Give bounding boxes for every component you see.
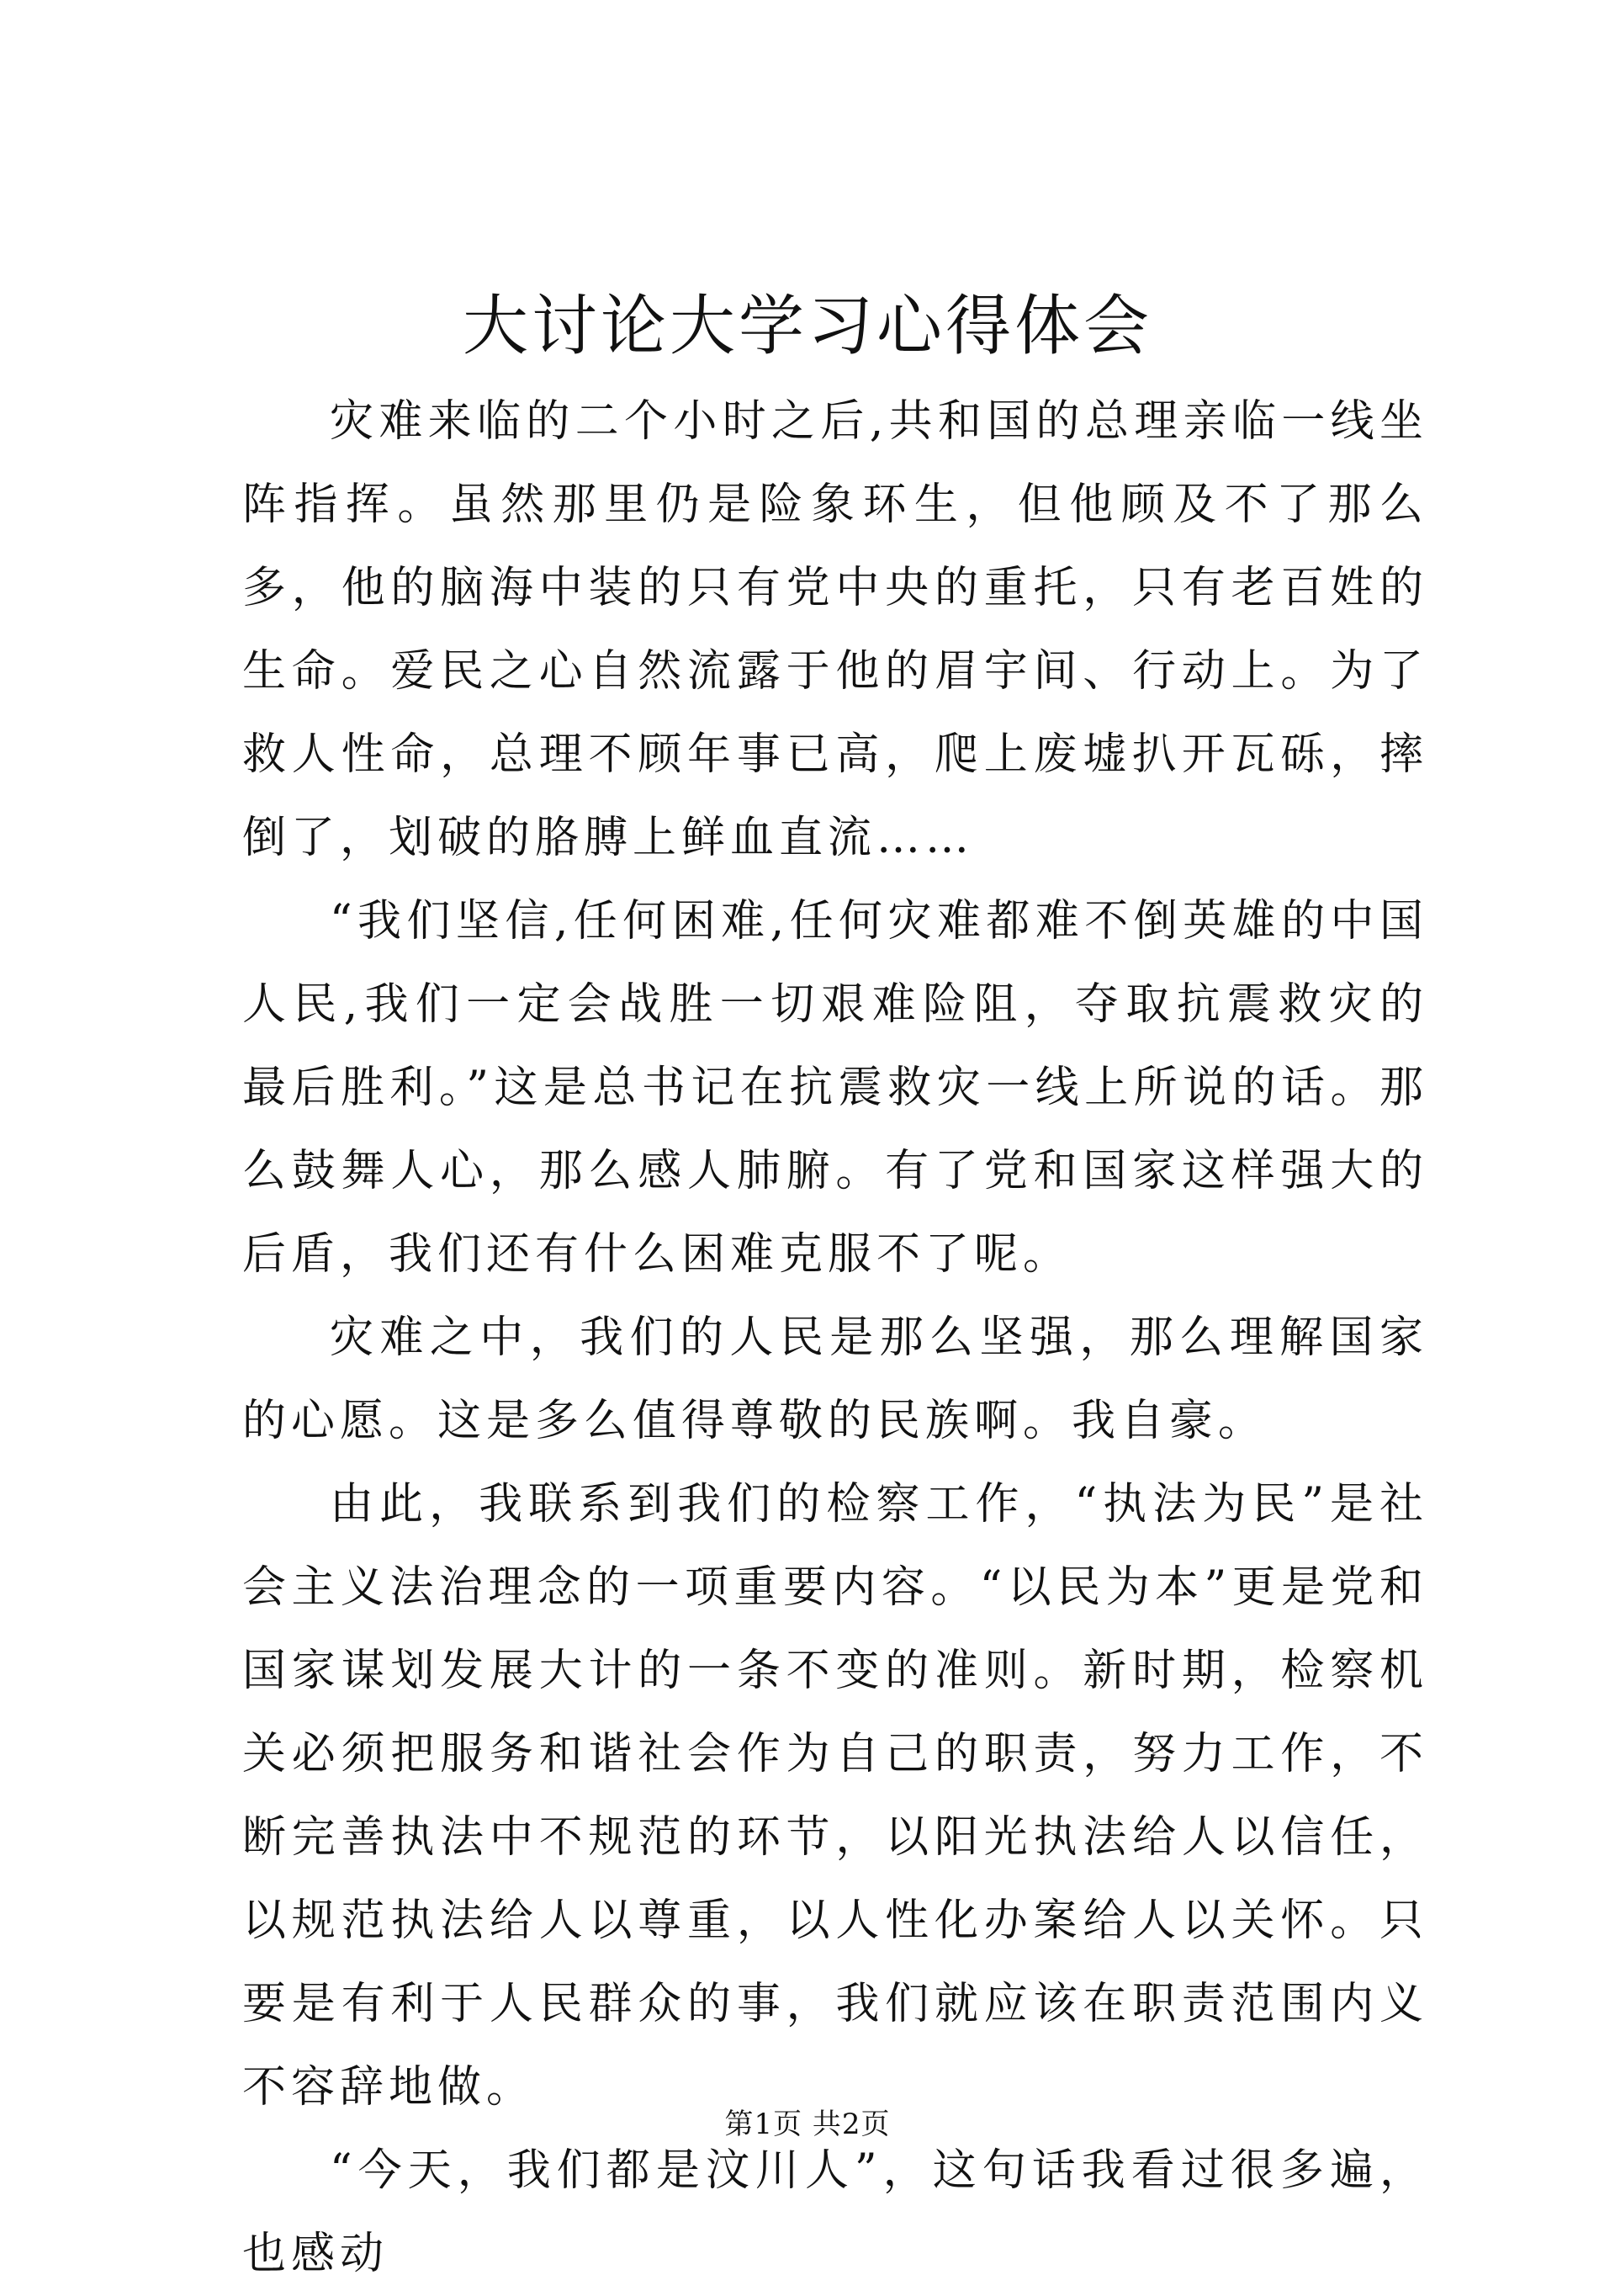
paragraph-1: 灾难来临的二个小时之后,共和国的总理亲临一线坐阵指挥。虽然那里仍是险象环生，但他顾及不了那么多，他的脑海中装的只有党中央的重托，只有老百姓的生命。爱民之心自然流露于他的眉宇间、行动上。为了救人性命，总理不顾年事已高，爬上废墟扒开瓦砾，摔倒了，划破的胳膊上鲜血直流…… <box>242 396 1428 863</box>
paragraph-2: “我们坚信,任何困难,任何灾难都难不倒英雄的中国人民,我们一定会战胜一切艰难险阻，夺取抗震救灾的最后胜利。”这是总书记在抗震救灾一线上所说的话。那么鼓舞人心，那么感人肺腑。有了党和国家这样强大的后盾，我们还有什么困难克服不了呢。 <box>242 896 1428 1280</box>
paragraph-4: 由此，我联系到我们的检察工作，“执法为民”是社会主义法治理念的一项重要内容。“以民为本”更是党和国家谋划发展大计的一条不变的准则。新时期，检察机关必须把服务和谐社会作为自己的职责，努力工作，不断完善执法中不规范的环节，以阳光执法给人以信任，以规范执法给人以尊重，以人性化办案给人以关怀。只要是有利于人民群众的事，我们就应该在职责范围内义不容辞地做。 <box>242 1479 1428 2113</box>
paragraph-3: 灾难之中，我们的人民是那么坚强，那么理解国家的心愿。这是多么值得尊敬的民族啊。我自豪。 <box>242 1312 1428 1446</box>
paragraph-5: “今天，我们都是汶川人”，这句话我看过很多遍，也感动 <box>242 2145 1428 2279</box>
page-number-footer: 第1页 共2页 <box>724 2108 891 2141</box>
document-body <box>242 380 1428 2296</box>
document-title: 大讨论大学习心得体会 <box>462 289 1152 364</box>
